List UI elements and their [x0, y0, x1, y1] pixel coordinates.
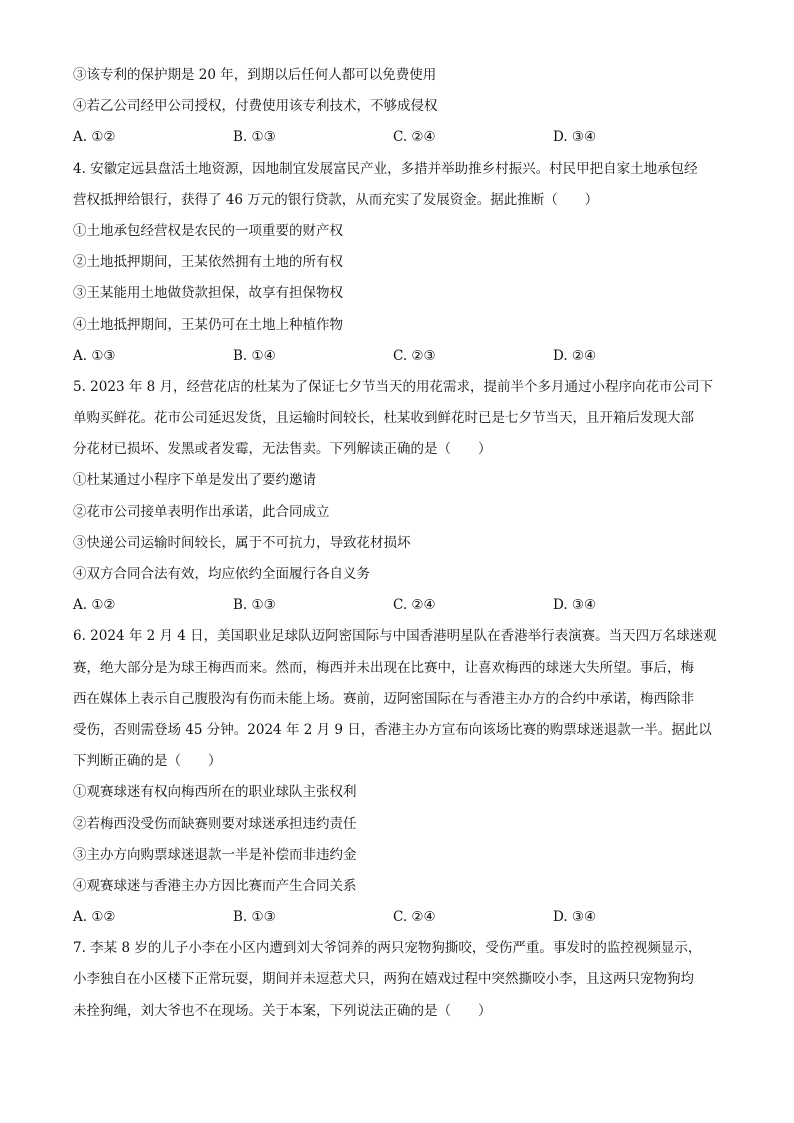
q5-stem-line-2: 单购买鲜花。花市公司延迟发货，且运输时间较长，杜某收到鲜花时已是七夕节当天，且开箱后发现大部 — [73, 410, 694, 427]
q6-item-1: ①观赛球迷有权向梅西所在的职业球队主张权利 — [73, 784, 357, 801]
q5-stem-line-1: 5. 2023 年 8 月，经营花店的杜某为了保证七夕节当天的用花需求，提前半个多月通过小程序向花市公司下 — [73, 378, 713, 395]
q5-option-b: B. ①③ — [233, 597, 276, 614]
question-5 — [73, 372, 733, 622]
q6-option-a: A. ①② — [73, 909, 116, 926]
q3-item-3: ③该专利的保护期是 20 年，到期以后任何人都可以免费使用 — [73, 67, 437, 83]
question-3-continued — [73, 60, 733, 154]
q6-stem-line-1: 6. 2024 年 2 月 4 日，美国职业足球队迈阿密国际与中国香港明星队在香港举行表演赛。当天四万名球迷观 — [73, 628, 717, 645]
q6-stem-line-4: 受伤，否则需登场 45 分钟。2024 年 2 月 9 日，香港主办方宣布向该场比赛的购票球迷退款一半。据此以 — [73, 721, 712, 738]
q7-stem-line-2: 小李独自在小区楼下正常玩耍，期间并未逗惹犬只，两狗在嬉戏过程中突然撕咬小李，且这两只宠物狗均 — [73, 971, 694, 988]
question-6 — [73, 621, 733, 933]
q4-item-4: ④土地抵押期间，王某仍可在土地上种植作物 — [73, 316, 343, 333]
q4-item-1: ①土地承包经营权是农民的一项重要的财产权 — [73, 222, 343, 239]
q4-item-3: ③王某能用土地做贷款担保，故享有担保物权 — [73, 285, 343, 302]
q4-option-d: D. ②④ — [553, 347, 597, 364]
q3-item-4: ④若乙公司经甲公司授权，付费使用该专利技术，不够成侵权 — [73, 98, 438, 115]
q6-stem-line-2: 赛，绝大部分是为球王梅西而来。然而，梅西并未出现在比赛中，让喜欢梅西的球迷大失所望。事后，梅 — [73, 659, 694, 676]
q4-option-c: C. ②③ — [393, 347, 436, 364]
q5-stem-line-3: 分花材已损坏、发黑或者发霉，无法售卖。下列解读正确的是（ ） — [73, 441, 492, 458]
q4-stem-line-1: 4. 安徽定远县盘活土地资源，因地制宜发展富民产业，多措并举助推乡村振兴。村民甲把自家土地承包经 — [73, 160, 698, 177]
q6-item-4: ④观赛球迷与香港主办方因比赛而产生合同关系 — [73, 877, 357, 894]
q5-item-1: ①杜某通过小程序下单是发出了要约邀请 — [73, 472, 316, 489]
q4-option-a: A. ①③ — [73, 347, 116, 364]
q5-option-d: D. ③④ — [553, 597, 597, 614]
q6-option-b: B. ①③ — [233, 909, 276, 926]
q3-option-c: C. ②④ — [393, 129, 436, 146]
q7-stem-line-3: 未拴狗绳，刘大爷也不在现场。关于本案，下列说法正确的是（ ） — [73, 1002, 492, 1019]
question-7 — [73, 933, 733, 1027]
q5-options — [73, 590, 733, 621]
q4-stem-line-2: 营权抵押给银行，获得了 46 万元的银行贷款，从而充实了发展资金。据此推断（ ） — [73, 191, 599, 208]
q5-option-a: A. ①② — [73, 597, 116, 614]
q7-stem-line-1: 7. 李某 8 岁的儿子小李在小区内遭到刘大爷饲养的两只宠物狗撕咬，受伤严重。事发时的监控视频显示， — [73, 940, 702, 957]
q5-item-3: ③快递公司运输时间较长，属于不可抗力，导致花材损坏 — [73, 534, 411, 551]
q6-item-3: ③主办方向购票球迷退款一半是补偿而非违约金 — [73, 846, 357, 863]
question-4 — [73, 154, 733, 372]
q6-item-2: ②若梅西没受伤而缺赛则要对球迷承担违约责任 — [73, 815, 357, 832]
document-page — [73, 60, 733, 1027]
q5-item-2: ②花市公司接单表明作出承诺，此合同成立 — [73, 503, 330, 520]
q4-item-2: ②土地抵押期间，王某依然拥有土地的所有权 — [73, 254, 343, 271]
q6-option-c: C. ②④ — [393, 909, 436, 926]
q5-option-c: C. ②④ — [393, 597, 436, 614]
q3-option-b: B. ①③ — [233, 129, 276, 146]
q3-options — [73, 122, 733, 153]
q6-option-d: D. ③④ — [553, 909, 597, 926]
q6-options — [73, 902, 733, 933]
q3-option-a: A. ①② — [73, 129, 116, 146]
q3-option-d: D. ③④ — [553, 129, 597, 146]
q6-stem-line-5: 下判断正确的是（ ） — [73, 753, 222, 770]
q4-option-b: B. ①④ — [233, 347, 276, 364]
q5-item-4: ④双方合同合法有效，均应依约全面履行各自义务 — [73, 566, 370, 582]
q4-options — [73, 341, 733, 372]
q6-stem-line-3: 西在媒体上表示自己腹股沟有伤而未能上场。赛前，迈阿密国际在与香港主办方的合约中承诺，梅西除非 — [73, 690, 694, 707]
